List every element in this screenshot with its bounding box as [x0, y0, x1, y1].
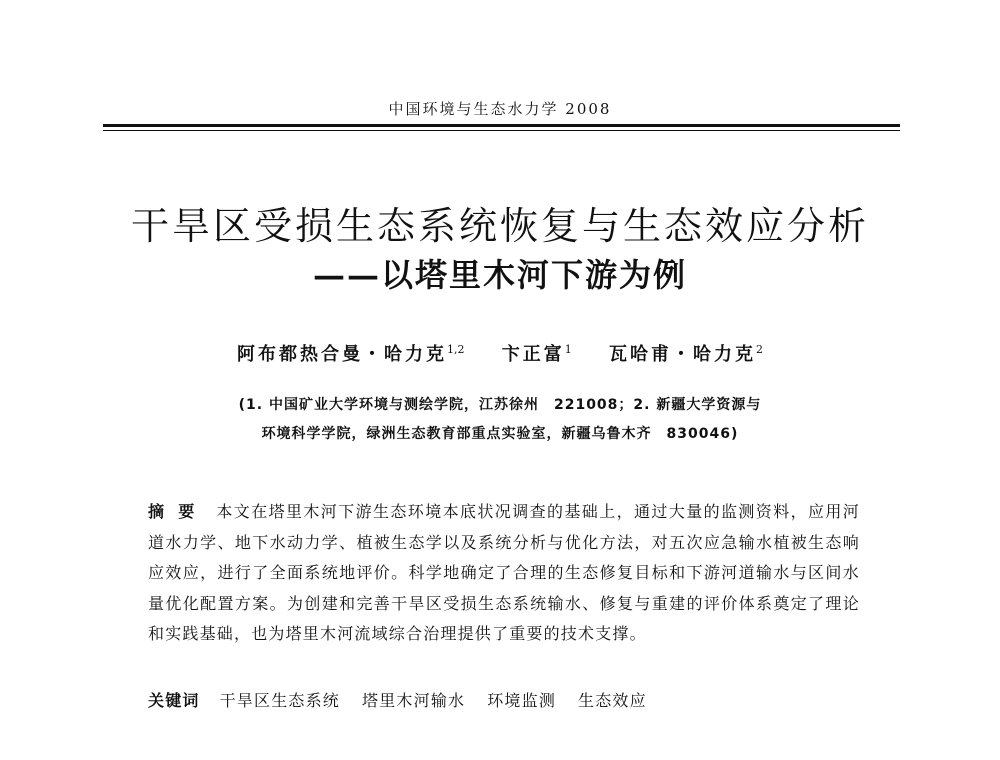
- paper-title: 干旱区受损生态系统恢复与生态效应分析: [130, 204, 869, 248]
- keyword: 干旱区生态系统: [219, 691, 341, 710]
- author-3: [609, 340, 763, 366]
- keyword: 塔里木河输水: [362, 691, 466, 710]
- keyword: 生态效应: [578, 691, 647, 710]
- abstract: [148, 497, 860, 650]
- author-2: [502, 340, 572, 366]
- author-1: [237, 340, 465, 366]
- header-rule-thick: [103, 124, 900, 127]
- abstract-label: 摘要: [148, 502, 209, 521]
- author-affiliation-mark: 2: [756, 343, 764, 356]
- author-list: [0, 340, 1000, 366]
- abstract-text: 本文在塔里木河下游生态环境本底状况调查的基础上，通过大量的监测资料，应用河道水力学、地下水动力学、植被生态学以及系统分析与优化方法，对五次应急输水植被生态响应效应，进行了全面系统地评价。科学地确定了合理的生态修复目标和下游河道输水与区间水量优化配置方案。为创建和完善干旱区受损生态系统输水、修复与重建的评价体系奠定了理论和实践基础，也为塔里木河流域综合治理提供了重要的技术支撑。: [148, 502, 860, 643]
- header-rule-thin: [103, 130, 900, 131]
- keywords-label: 关键词: [148, 691, 200, 710]
- author-name: 卞正富: [501, 344, 565, 365]
- affiliation-line-2: 环境科学学院，绿洲生态教育部重点实验室，新疆乌鲁木齐 830046): [261, 426, 739, 442]
- keyword: 环境监测: [487, 691, 557, 710]
- running-head: 中国环境与生态水力学 2008: [388, 100, 612, 118]
- author-name: 瓦哈甫・哈力克: [609, 344, 757, 365]
- author-affiliation-mark: 1: [564, 343, 572, 356]
- keywords: [148, 688, 860, 711]
- affiliation-line-1: (1. 中国矿业大学环境与测绘学院，江苏徐州 221008；2. 新疆大学资源与: [238, 397, 762, 413]
- author-name: 阿布都热合曼・哈力克: [236, 344, 447, 365]
- paper-subtitle: ——以塔里木河下游为例: [312, 256, 687, 294]
- author-affiliation-mark: 1,2: [446, 343, 465, 356]
